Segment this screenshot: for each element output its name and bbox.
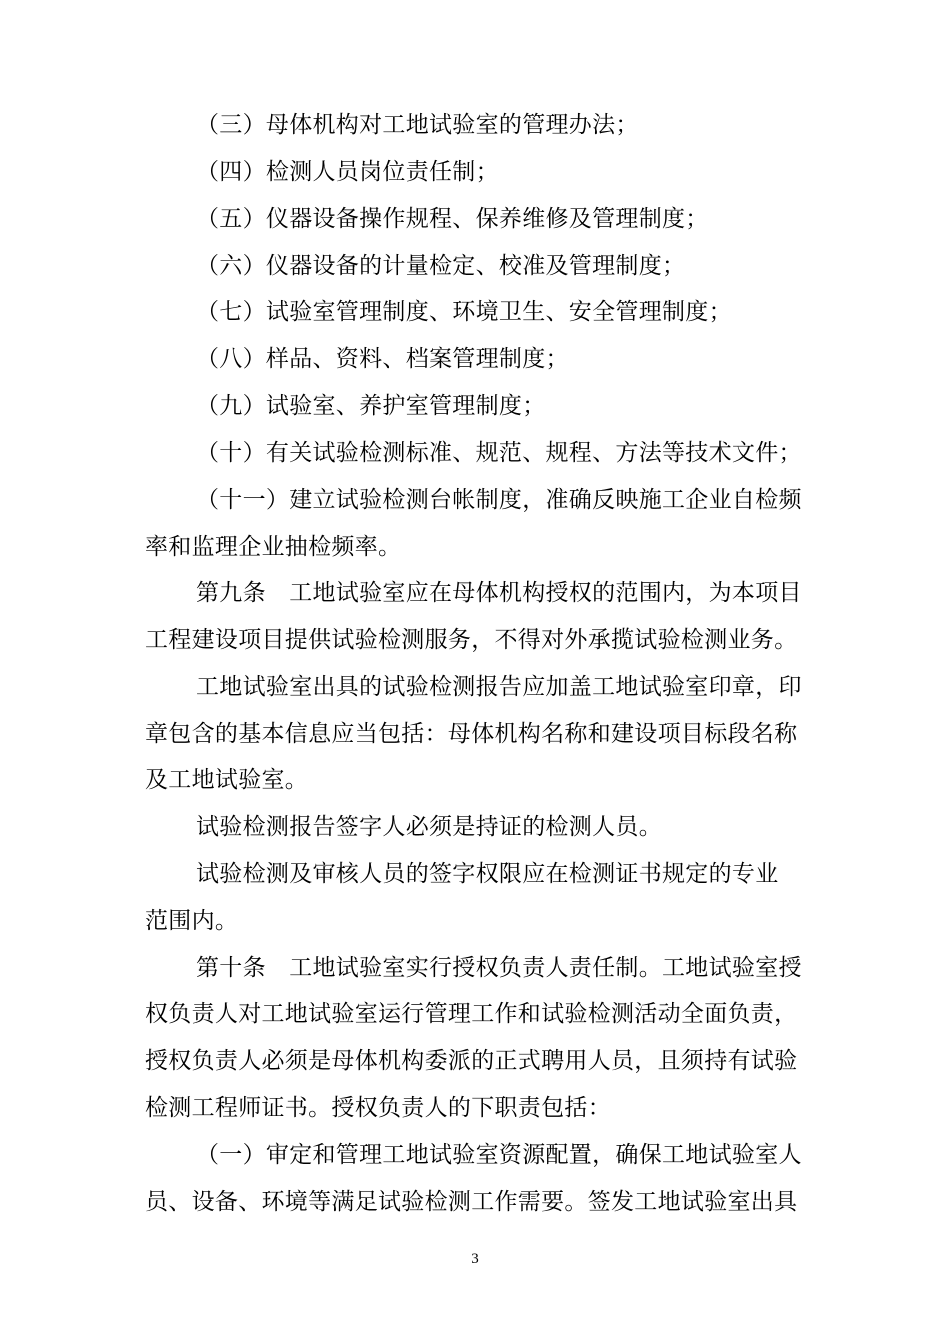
list-item: （七）试验室管理制度、环境卫生、安全管理制度； bbox=[196, 299, 732, 325]
list-item: （八）样品、资料、档案管理制度； bbox=[196, 346, 569, 372]
text-line: 员、设备、环境等满足试验检测工作需要。签发工地试验室出具 bbox=[145, 1189, 798, 1215]
list-item: （九）试验室、养护室管理制度； bbox=[196, 393, 546, 419]
page-number: 3 bbox=[471, 1251, 479, 1267]
list-item: （一）审定和管理工地试验室资源配置，确保工地试验室人 bbox=[196, 1142, 802, 1168]
paragraph-line: 工地试验室出具的试验检测报告应加盖工地试验室印章，印 bbox=[196, 674, 802, 700]
list-item: （十一）建立试验检测台帐制度，准确反映施工企业自检频 bbox=[196, 487, 802, 513]
text-line: 授权负责人必须是母体机构委派的正式聘用人员，且须持有试验 bbox=[145, 1048, 798, 1074]
article-heading-line: 第十条 工地试验室实行授权负责人责任制。工地试验室授 bbox=[196, 955, 802, 981]
text-line: 章包含的基本信息应当包括：母体机构名称和建设项目标段名称 bbox=[145, 721, 798, 747]
text-line: 及工地试验室。 bbox=[145, 767, 309, 793]
text-line: 权负责人对工地试验室运行管理工作和试验检测活动全面负责， bbox=[145, 1001, 798, 1027]
text-line: 工程建设项目提供试验检测服务，不得对外承揽试验检测业务。 bbox=[145, 627, 798, 653]
list-item: （四）检测人员岗位责任制； bbox=[196, 159, 499, 185]
article-heading-line: 第九条 工地试验室应在母体机构授权的范围内，为本项目 bbox=[196, 580, 802, 606]
text-line: 检测工程师证书。授权负责人的下职责包括： bbox=[145, 1095, 611, 1121]
text-line: 率和监理企业抽检频率。 bbox=[145, 534, 402, 560]
list-item: （三）母体机构对工地试验室的管理办法； bbox=[196, 112, 639, 138]
list-item: （十）有关试验检测标准、规范、规程、方法等技术文件； bbox=[196, 440, 802, 466]
paragraph-line: 试验检测报告签字人必须是持证的检测人员。 bbox=[196, 814, 662, 840]
paragraph-line: 试验检测及审核人员的签字权限应在检测证书规定的专业 bbox=[196, 861, 779, 887]
text-line: 范围内。 bbox=[145, 908, 239, 934]
list-item: （六）仪器设备的计量检定、校准及管理制度； bbox=[196, 253, 686, 279]
list-item: （五）仪器设备操作规程、保养维修及管理制度； bbox=[196, 206, 709, 232]
